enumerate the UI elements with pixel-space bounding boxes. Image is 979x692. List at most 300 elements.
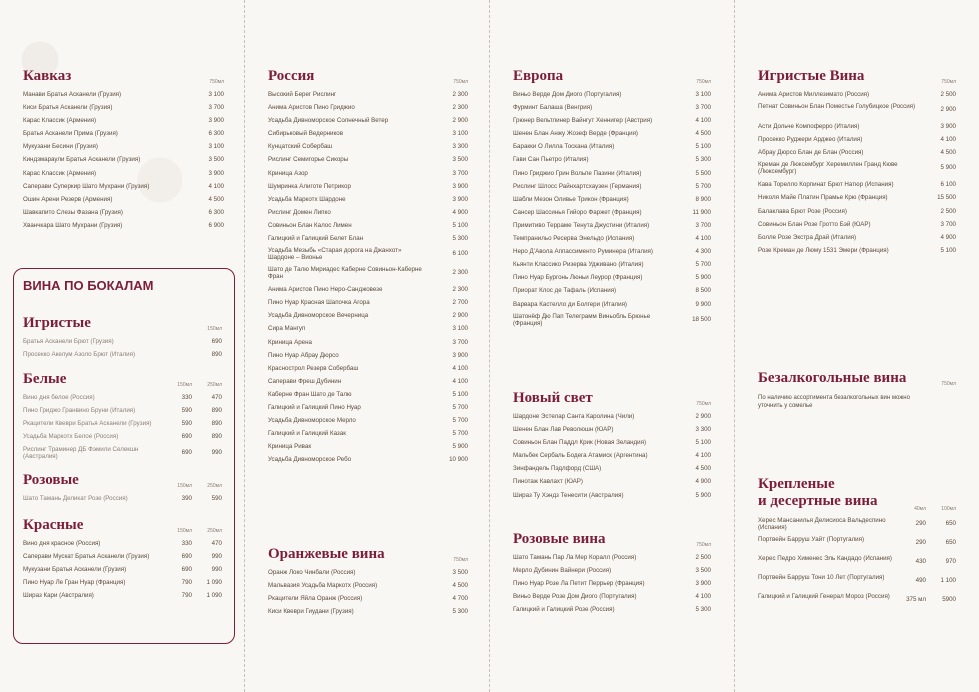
wine-item bbox=[758, 244, 956, 257]
wine-item bbox=[513, 193, 711, 206]
wine-name: Карас Классик (Армения) bbox=[23, 117, 97, 125]
price: 4 100 bbox=[695, 452, 711, 460]
wine-list bbox=[23, 537, 222, 602]
price: 5 500 bbox=[695, 169, 711, 177]
volume-unit: 750мл bbox=[941, 79, 956, 85]
wine-item bbox=[513, 271, 711, 284]
price: 5 700 bbox=[695, 182, 711, 190]
price: 4 500 bbox=[452, 582, 468, 590]
price-large: 970 bbox=[945, 558, 956, 565]
wine-item bbox=[268, 349, 468, 362]
wine-name: Сансер Шассинья Гийоро Фаржет (Франция) bbox=[513, 208, 642, 216]
price: 15 500 bbox=[937, 194, 956, 202]
price: 10 900 bbox=[449, 456, 468, 464]
wine-item bbox=[513, 114, 711, 127]
wine-name: Мальвазия Усадьба Маркотх (Россия) bbox=[268, 582, 378, 590]
wine-name: Анима Аристов Пино Гриджио bbox=[268, 104, 355, 112]
section-europe bbox=[513, 68, 711, 330]
section-title: Безалкогольные вина bbox=[758, 370, 907, 386]
wine-name: Балаклава Брют Розе (Россия) bbox=[758, 207, 847, 215]
subsection-title: Розовые bbox=[23, 471, 79, 488]
volume-unit: 150мл bbox=[207, 326, 222, 332]
wine-name: Виньо Верде Дом Диого (Португалия) bbox=[513, 91, 622, 98]
volume-unit: 150мл bbox=[177, 527, 192, 534]
wine-name: Братья Асканели Прима (Грузия) bbox=[23, 130, 118, 138]
wine-item bbox=[513, 489, 711, 502]
price-small: 690 bbox=[181, 433, 192, 441]
wine-item bbox=[268, 167, 468, 180]
wine-name: Болле Розе Экстра Драй (Италия) bbox=[758, 233, 857, 241]
wine-name: Саперави Суперкир Шато Мухрани (Грузия) bbox=[23, 182, 150, 190]
wine-item bbox=[23, 576, 222, 589]
wine-item bbox=[758, 88, 956, 101]
wine-item bbox=[268, 127, 468, 140]
wine-item bbox=[268, 605, 468, 618]
price: 5 700 bbox=[695, 261, 711, 269]
wine-item bbox=[513, 475, 711, 488]
wine-item bbox=[513, 127, 711, 140]
wine-list bbox=[268, 88, 468, 466]
wine-item bbox=[758, 572, 956, 591]
price: 4 500 bbox=[695, 130, 711, 138]
price: 6 300 bbox=[208, 130, 224, 138]
wine-name: Хванчкара Шато Мухрани (Грузия) bbox=[23, 221, 123, 229]
volume-unit: 750мл bbox=[453, 79, 468, 85]
price: 5 300 bbox=[695, 606, 711, 614]
volume-unit: 100мл bbox=[941, 506, 956, 512]
wine-name: Шенен Блан Лав Революшн (ЮАР) bbox=[513, 426, 614, 434]
wine-name: Галицкий и Галицкий Розе (Россия) bbox=[513, 606, 615, 614]
wine-name: Шенен Блан Анжу Жозеф Верде (Франция) bbox=[513, 130, 638, 138]
price-large: 470 bbox=[211, 394, 222, 402]
wine-name: Усадьба Дивноморское Солнечный Ветер bbox=[268, 117, 389, 125]
price: 6 300 bbox=[208, 208, 224, 216]
volume-unit: 40мл bbox=[914, 506, 926, 512]
price: 2 500 bbox=[940, 91, 956, 98]
wine-name: Усадьба Дивноморское Мерло bbox=[268, 417, 356, 425]
column-divider bbox=[734, 0, 735, 692]
price: 4 500 bbox=[695, 465, 711, 473]
section-orange bbox=[268, 546, 468, 618]
section-non-alcoholic bbox=[758, 370, 956, 410]
wine-list bbox=[513, 88, 711, 330]
price: 3 900 bbox=[208, 117, 224, 125]
wine-item bbox=[268, 401, 468, 414]
wine-item bbox=[23, 335, 222, 348]
price-large: 650 bbox=[945, 539, 956, 546]
wine-name: Галицкий и Галицкий Казак bbox=[268, 430, 346, 438]
price: 3 500 bbox=[452, 569, 468, 576]
wine-item bbox=[513, 298, 711, 311]
wine-item bbox=[513, 590, 711, 603]
wine-name: Шато Тамань Пар Ла Мер Коралл (Россия) bbox=[513, 554, 637, 561]
price: 2 900 bbox=[452, 117, 468, 125]
wine-name: Шумринка Алиготе Петрикор bbox=[268, 182, 351, 190]
wine-name: Пино Нуар Красная Шапочка Агора bbox=[268, 299, 370, 307]
wine-item bbox=[23, 492, 222, 505]
volume-unit: 250мл bbox=[207, 482, 222, 489]
wine-name: Мальбек Сербаль Бодега Атамиск (Аргентина) bbox=[513, 452, 648, 460]
wine-name: Киси Братья Асканели (Грузия) bbox=[23, 104, 113, 112]
price-large: 5900 bbox=[942, 596, 956, 603]
wine-name: Пино Нуар Розе Ла Петит Перрьер (Франция) bbox=[513, 580, 645, 588]
wine-item bbox=[23, 127, 224, 140]
wine-item bbox=[23, 193, 224, 206]
price: 2 900 bbox=[452, 312, 468, 320]
wine-item bbox=[268, 193, 468, 206]
wine-name: Пино Нуар Бургонь Люньи Леурор (Франция) bbox=[513, 274, 643, 282]
wine-name: Совиньон Блан Паддл Крик (Новая Зеландия) bbox=[513, 439, 647, 447]
wine-item bbox=[758, 218, 956, 231]
price-small: 790 bbox=[181, 592, 192, 600]
price: 4 100 bbox=[452, 364, 468, 372]
price: 4 700 bbox=[452, 595, 468, 603]
wine-item bbox=[268, 296, 468, 309]
price: 3 100 bbox=[208, 91, 224, 98]
price: 6 100 bbox=[452, 250, 468, 258]
price-small: 430 bbox=[915, 558, 926, 565]
wine-name: Мукузани Бесини (Грузия) bbox=[23, 143, 98, 151]
wine-item bbox=[23, 550, 222, 563]
price: 4 900 bbox=[452, 208, 468, 216]
wine-item bbox=[268, 88, 468, 101]
wine-name: Галицкий и Галицкий Пино Нуар bbox=[268, 403, 361, 411]
wine-name: Мукузани Братья Асканели (Грузия) bbox=[23, 565, 127, 573]
section-title-line2: и десертные вина bbox=[758, 493, 878, 509]
wine-name: Сира Мангуп bbox=[268, 325, 306, 333]
wine-name: Киндзмараули Братья Асканели (Грузия) bbox=[23, 156, 141, 164]
wine-name: Пино Гриджио Грин Вольпе Пазини (Италия) bbox=[513, 169, 642, 177]
wine-item bbox=[23, 563, 222, 576]
section-title: Игристые Вина bbox=[758, 68, 865, 84]
wine-name: Высокий Берег Рислинг bbox=[268, 91, 337, 98]
wine-item bbox=[268, 140, 468, 153]
wine-name: Ошин Арени Резерв (Армения) bbox=[23, 195, 113, 203]
price: 3 500 bbox=[695, 567, 711, 575]
price-small: 590 bbox=[181, 407, 192, 415]
wine-name: Пинотаж Кавлахт (ЮАР) bbox=[513, 478, 583, 486]
price: 3 700 bbox=[452, 338, 468, 346]
wine-name: Криница Азор bbox=[268, 169, 308, 177]
wine-name: Анима Аристов Миллезимато (Россия) bbox=[758, 91, 870, 98]
price: 4 900 bbox=[940, 233, 956, 241]
price: 5 100 bbox=[940, 246, 956, 254]
wine-item bbox=[268, 264, 468, 283]
wine-item bbox=[268, 336, 468, 349]
wine-name: Варвара Кастелло ди Болгери (Италия) bbox=[513, 300, 627, 308]
wine-item bbox=[513, 206, 711, 219]
price: 6 100 bbox=[940, 181, 956, 189]
wine-item bbox=[23, 153, 224, 166]
wine-name: Кунцатский Собербаш bbox=[268, 143, 333, 151]
price-small: 490 bbox=[915, 577, 926, 584]
price: 3 900 bbox=[208, 169, 224, 177]
price-small: 390 bbox=[181, 494, 192, 502]
price: 5 900 bbox=[940, 164, 956, 172]
price: 5 700 bbox=[452, 403, 468, 411]
wine-name: Грюнер Вельтлинер Вайнгут Хеннигер (Австрия) bbox=[513, 117, 653, 125]
wine-name: Розе Креман де Люму 1531 Эмери (Франция) bbox=[758, 246, 889, 254]
volume-unit: 750мл bbox=[941, 381, 956, 387]
wine-item bbox=[513, 284, 711, 297]
price: 2 500 bbox=[695, 554, 711, 561]
wine-name: Ркацители Яйла Оранж (Россия) bbox=[268, 595, 363, 603]
price: 8 900 bbox=[695, 195, 711, 203]
price: 5 700 bbox=[452, 430, 468, 438]
section-title: Новый свет bbox=[513, 390, 593, 406]
wine-item bbox=[23, 417, 222, 430]
wine-name: Криница Ривак bbox=[268, 443, 312, 451]
wine-name: Темпранильо Ресерва Энельдо (Испания) bbox=[513, 235, 635, 243]
price: 4 500 bbox=[940, 149, 956, 157]
price: 3 900 bbox=[940, 123, 956, 131]
price-large: 1 090 bbox=[206, 592, 222, 600]
price-large: 890 bbox=[211, 420, 222, 428]
price-small: 375 мл bbox=[906, 596, 926, 603]
wine-list bbox=[23, 88, 224, 232]
wine-name: Виньо Верде Розе Дом Диого (Португалия) bbox=[513, 593, 637, 601]
section-title: Кавказ bbox=[23, 68, 72, 84]
wine-name: Шардоне Эстелар Санта Каролина (Чили) bbox=[513, 413, 635, 420]
wine-item bbox=[513, 258, 711, 271]
wine-name: Приорат Клос де Тафаль (Испания) bbox=[513, 287, 617, 295]
section-title: Россия bbox=[268, 68, 315, 84]
wine-name: Совиньон Блан Розе Гротто Бэй (ЮАР) bbox=[758, 220, 871, 228]
wine-item bbox=[513, 153, 711, 166]
wine-name: Примитиво Терраме Тенута Джустини (Италия) bbox=[513, 221, 650, 229]
price: 3 700 bbox=[940, 220, 956, 228]
wine-name: Кьянти Классико Ризерва Удживано (Италия) bbox=[513, 261, 644, 269]
price: 5 300 bbox=[452, 235, 468, 243]
price: 5 700 bbox=[452, 417, 468, 425]
wine-name: Криница Арена bbox=[268, 338, 312, 346]
section-title: Крепленые bbox=[758, 476, 835, 492]
wine-name: Пино Нуар Ле Гран Нуар (Франция) bbox=[23, 578, 126, 586]
wine-name: Карас Классик (Армения) bbox=[23, 169, 97, 177]
price-large: 1 100 bbox=[940, 577, 956, 584]
price: 890 bbox=[211, 351, 222, 359]
wine-item bbox=[268, 153, 468, 166]
wine-item bbox=[513, 219, 711, 232]
price-large: 990 bbox=[211, 448, 222, 456]
price: 3 700 bbox=[452, 169, 468, 177]
wine-item bbox=[758, 205, 956, 218]
wine-item bbox=[23, 88, 224, 101]
wine-item bbox=[268, 440, 468, 453]
wine-name: Галицкий и Галицкий Белет Блан bbox=[268, 235, 364, 243]
wine-name: Просекко Руджери Арджео (Италия) bbox=[758, 136, 863, 144]
wine-item bbox=[758, 591, 956, 610]
price: 5 100 bbox=[695, 439, 711, 447]
wine-name: Рислинг Семигорье Сикоры bbox=[268, 156, 349, 164]
price-large: 470 bbox=[211, 539, 222, 547]
wine-name: Оранж Локо Чинбали (Россия) bbox=[268, 569, 356, 576]
wine-name: Манави Братья Асканели (Грузия) bbox=[23, 91, 122, 98]
volume-unit: 750мл bbox=[209, 79, 224, 85]
wine-name: Ркацители Квеври Братья Асканели (Грузия) bbox=[23, 420, 152, 428]
price-small: 790 bbox=[181, 578, 192, 586]
section-rose-wines bbox=[513, 531, 711, 616]
wine-name: Вино дня белое (Россия) bbox=[23, 394, 95, 402]
wine-name: Усадьба Маркотх Шардоне bbox=[268, 195, 346, 203]
price: 4 500 bbox=[208, 195, 224, 203]
wine-item bbox=[513, 88, 711, 101]
wine-name: Краснострол Резерв Собербаш bbox=[268, 364, 359, 372]
wine-item bbox=[513, 436, 711, 449]
wine-item bbox=[268, 245, 468, 264]
wine-name: Вино дня красное (Россия) bbox=[23, 539, 101, 547]
wine-item bbox=[23, 206, 224, 219]
wine-list bbox=[513, 410, 711, 502]
price: 690 bbox=[211, 338, 222, 345]
subsection-title: Красные bbox=[23, 516, 84, 533]
wine-item bbox=[268, 322, 468, 335]
price: 3 700 bbox=[208, 104, 224, 112]
section-russia bbox=[268, 68, 468, 466]
price: 3 100 bbox=[452, 130, 468, 138]
wine-item bbox=[23, 180, 224, 193]
wine-name: Анима Аристов Пино Неро-Санджовезе bbox=[268, 286, 383, 294]
wine-item bbox=[513, 462, 711, 475]
wine-item bbox=[268, 283, 468, 296]
section-fortified bbox=[758, 476, 956, 610]
price: 3 900 bbox=[695, 580, 711, 588]
wine-item bbox=[268, 101, 468, 114]
wine-item bbox=[513, 167, 711, 180]
wine-name: Усадьба Мезыбь «Старая дорога на Джанхот» Шардоне – Вионье bbox=[268, 247, 402, 262]
wine-item bbox=[268, 579, 468, 592]
section-kavkaz bbox=[23, 68, 224, 232]
wine-item bbox=[513, 245, 711, 258]
section-title: Розовые вина bbox=[513, 531, 606, 547]
wine-item bbox=[513, 101, 711, 114]
price: 4 300 bbox=[695, 248, 711, 256]
price: 3 900 bbox=[452, 351, 468, 359]
wine-name: Шираз Ту Хэндз Тенесити (Австралия) bbox=[513, 491, 624, 499]
wine-list bbox=[268, 566, 468, 618]
price: 2 500 bbox=[940, 207, 956, 215]
price-large: 990 bbox=[211, 552, 222, 560]
price: 3 100 bbox=[452, 325, 468, 333]
wine-list bbox=[23, 335, 222, 361]
wine-name: Кава Торелло Корпинат Брют Натюр (Испания) bbox=[758, 181, 894, 189]
wine-name: Усадьба Дивноморское Вечерница bbox=[268, 312, 369, 320]
wine-list bbox=[758, 515, 956, 610]
wine-item bbox=[23, 219, 224, 232]
price: 3 700 bbox=[695, 104, 711, 112]
wine-name: Шато Тамань Деликат Розе (Россия) bbox=[23, 494, 128, 502]
price: 5 300 bbox=[695, 156, 711, 164]
wine-item bbox=[23, 404, 222, 417]
price: 4 100 bbox=[695, 593, 711, 601]
wine-name: Пино Нуар Абрау Дюрсо bbox=[268, 351, 339, 359]
price: 4 100 bbox=[208, 182, 224, 190]
wine-name: Баракки О Лилла Тоскана (Италия) bbox=[513, 143, 615, 151]
price-small: 690 bbox=[181, 448, 192, 456]
price-small: 290 bbox=[915, 539, 926, 546]
wine-name: Мерло Дубинин Вайнери (Россия) bbox=[513, 567, 612, 575]
wine-name: Фурминт Балаша (Венгрия) bbox=[513, 104, 593, 112]
wine-item bbox=[268, 388, 468, 401]
wine-item bbox=[758, 231, 956, 244]
price: 5 100 bbox=[695, 143, 711, 151]
wine-item bbox=[23, 391, 222, 404]
price: 6 900 bbox=[208, 221, 224, 229]
price: 3 900 bbox=[452, 195, 468, 203]
wine-item bbox=[268, 375, 468, 388]
wine-item bbox=[23, 101, 224, 114]
price: 3 100 bbox=[208, 143, 224, 151]
wine-name: Просекко Акелум Азоло Брют (Италия) bbox=[23, 351, 136, 359]
wine-name: Асти Дольче Компоферро (Италия) bbox=[758, 123, 860, 131]
price: 3 900 bbox=[452, 182, 468, 190]
price-large: 590 bbox=[211, 494, 222, 502]
wine-name: Киси Квеври Гиудани (Грузия) bbox=[268, 608, 354, 616]
price: 5 900 bbox=[695, 274, 711, 282]
wine-item bbox=[758, 101, 956, 120]
wine-item bbox=[513, 180, 711, 193]
price: 3 700 bbox=[695, 221, 711, 229]
price: 3 300 bbox=[695, 426, 711, 434]
price-small: 690 bbox=[181, 565, 192, 573]
wine-item bbox=[268, 206, 468, 219]
wine-item bbox=[513, 423, 711, 436]
wine-name: Усадьба Дивноморское Ребо bbox=[268, 456, 352, 464]
price: 2 300 bbox=[452, 91, 468, 98]
price: 4 900 bbox=[695, 478, 711, 486]
wine-item bbox=[513, 449, 711, 462]
column-divider bbox=[244, 0, 245, 692]
wine-name: Шабли Мезон Оливье Трикон (Франция) bbox=[513, 195, 629, 203]
wine-item bbox=[758, 553, 956, 572]
price: 3 100 bbox=[695, 91, 711, 98]
price: 4 100 bbox=[695, 117, 711, 125]
note-text: По наличию ассортимента безалкогольных вин можно уточнить у сомелье bbox=[758, 395, 910, 409]
wine-item bbox=[23, 140, 224, 153]
wine-item bbox=[268, 309, 468, 322]
wine-list bbox=[513, 551, 711, 616]
wine-item bbox=[758, 133, 956, 146]
wine-item bbox=[23, 537, 222, 550]
wine-item bbox=[268, 566, 468, 579]
wine-name: Неро Д’Авола Аппассименто Руминера (Италия) bbox=[513, 248, 653, 256]
wine-item bbox=[23, 444, 222, 463]
volume-unit: 250мл bbox=[207, 527, 222, 534]
wine-name: Усадьба Маркотх Белое (Россия) bbox=[23, 433, 119, 441]
wine-item bbox=[513, 140, 711, 153]
section-title: ВИНА ПО БОКАЛАМ bbox=[23, 278, 154, 293]
volume-unit: 750мл bbox=[696, 542, 711, 548]
wine-item bbox=[23, 348, 222, 361]
price-large: 890 bbox=[211, 407, 222, 415]
volume-unit: 250мл bbox=[207, 382, 222, 389]
wine-item bbox=[23, 167, 224, 180]
wine-item bbox=[268, 414, 468, 427]
price-small: 690 bbox=[181, 552, 192, 560]
wine-name: Петнат Совиньон Блан Поместье Голубицкое (Россия) bbox=[758, 103, 916, 111]
price-large: 990 bbox=[211, 565, 222, 573]
wine-item bbox=[268, 592, 468, 605]
wine-name: Рислинг Домен Липко bbox=[268, 208, 331, 216]
price: 18 500 bbox=[692, 315, 711, 323]
price-large: 1 090 bbox=[206, 578, 222, 586]
volume-unit: 750мл bbox=[696, 401, 711, 407]
subsection-title: Игристые bbox=[23, 315, 91, 331]
price: 5 100 bbox=[452, 390, 468, 398]
wine-name: Креман де Люксембург Херемиллен Гранд Кюве (Люксембург) bbox=[758, 161, 898, 176]
wine-name: Портвейн Барруш Тони 10 Лет (Португалия) bbox=[758, 574, 885, 581]
wine-item bbox=[513, 311, 711, 330]
